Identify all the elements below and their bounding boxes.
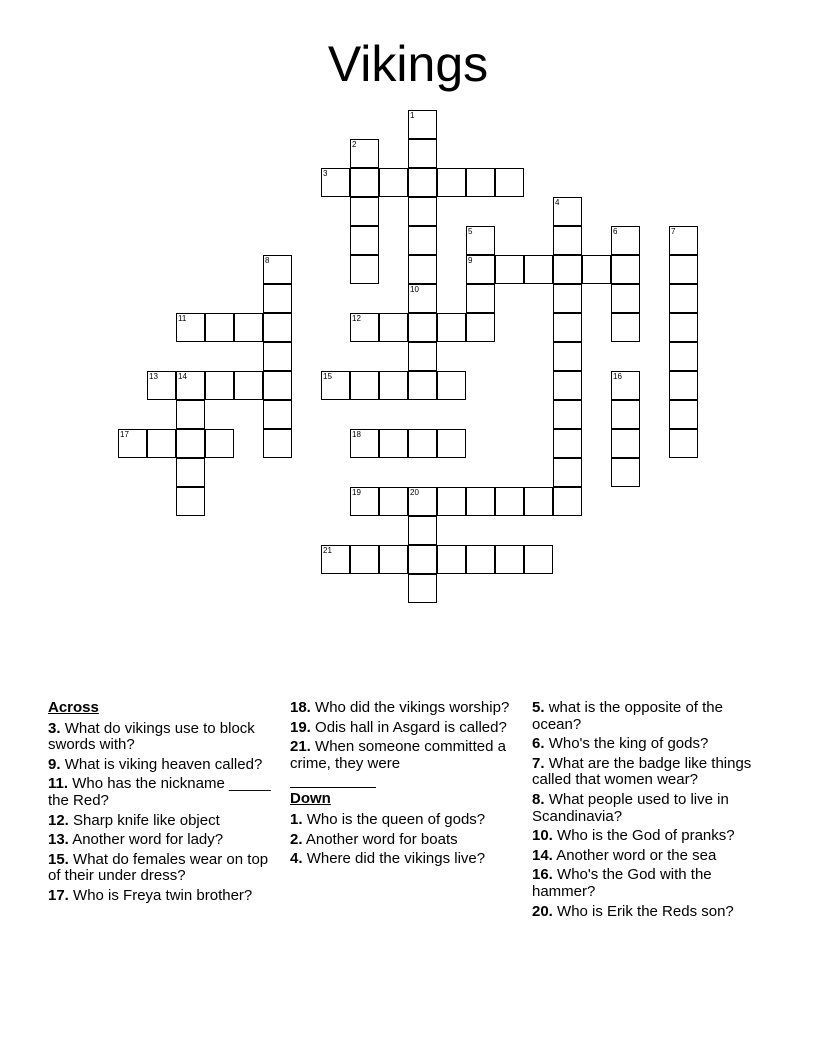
grid-cell[interactable] [205, 371, 234, 400]
grid-cell[interactable] [437, 313, 466, 342]
clue-item [532, 828, 762, 845]
clue-number: 5 [468, 227, 473, 236]
grid-cell[interactable] [234, 313, 263, 342]
grid-cell[interactable] [524, 487, 553, 516]
clue-item-number: 21. [290, 738, 311, 756]
grid-cell[interactable] [408, 197, 437, 226]
clue-item-number: 2. [290, 830, 303, 848]
clue-number: 8 [265, 256, 270, 265]
clue-item [48, 832, 278, 849]
across-heading: Across [48, 699, 99, 716]
grid-cell[interactable] [553, 342, 582, 371]
clue-item-text: Who's the king of gods? [548, 735, 709, 753]
grid-cell[interactable] [408, 110, 437, 139]
clue-item [290, 739, 520, 772]
clue-item-number: 17. [48, 886, 69, 904]
grid-cell[interactable] [350, 487, 379, 516]
clue-number: 10 [410, 285, 419, 294]
clues-column-2 [290, 700, 520, 871]
grid-cell[interactable] [495, 255, 524, 284]
grid-cell[interactable] [553, 226, 582, 255]
grid-cell[interactable] [263, 400, 292, 429]
clue-item-text: When someone committed a crime, they were [290, 738, 506, 772]
grid-cell[interactable] [466, 487, 495, 516]
clue-item [532, 848, 762, 865]
grid-cell[interactable] [350, 168, 379, 197]
grid-cell[interactable] [205, 313, 234, 342]
grid-cell[interactable] [553, 313, 582, 342]
grid-cell[interactable] [408, 429, 437, 458]
clue-item-number: 15. [48, 850, 69, 868]
grid-cell[interactable] [118, 429, 147, 458]
clue-item-number: 5. [532, 699, 545, 716]
clue-number: 1 [410, 111, 415, 120]
grid-cell[interactable] [379, 487, 408, 516]
grid-cell[interactable] [176, 313, 205, 342]
grid-cell[interactable] [379, 313, 408, 342]
grid-cell[interactable] [408, 545, 437, 574]
clue-item [290, 812, 520, 829]
clue-item-number: 6. [532, 735, 545, 753]
grid-cell[interactable] [263, 284, 292, 313]
clue-item-number: 3. [48, 719, 61, 737]
grid-cell[interactable] [611, 458, 640, 487]
grid-cell[interactable] [611, 371, 640, 400]
clue-number: 11 [178, 314, 187, 323]
clue-number: 21 [323, 546, 332, 555]
across-clue-list [48, 721, 278, 905]
clue-item-text: Another word for lady? [72, 831, 224, 849]
clue-item-text: What do vikings use to block swords with? [48, 719, 255, 754]
grid-cell[interactable] [263, 255, 292, 284]
clue-item-text: What do females wear on top of their under dress? [48, 850, 269, 885]
grid-cell[interactable] [350, 139, 379, 168]
grid-cell[interactable] [176, 371, 205, 400]
clue-item [290, 720, 520, 737]
grid-cell[interactable] [669, 371, 698, 400]
grid-cell[interactable] [553, 197, 582, 226]
grid-cell[interactable] [611, 429, 640, 458]
clue-item [532, 700, 762, 733]
grid-cell[interactable] [263, 371, 292, 400]
grid-cell[interactable] [582, 255, 611, 284]
grid-cell[interactable] [466, 545, 495, 574]
down-clue-list [290, 812, 520, 868]
grid-cell[interactable] [350, 226, 379, 255]
grid-cell[interactable] [263, 313, 292, 342]
grid-cell[interactable] [408, 255, 437, 284]
grid-cell[interactable] [553, 255, 582, 284]
grid-cell[interactable] [466, 284, 495, 313]
clue-item [48, 888, 278, 905]
clue-item-number: 19. [290, 718, 311, 736]
grid-cell[interactable] [408, 574, 437, 603]
clue-number: 7 [671, 227, 676, 236]
clue-number: 16 [613, 372, 622, 381]
clue-item-text: Where did the vikings live? [306, 850, 486, 868]
grid-cell[interactable] [350, 545, 379, 574]
grid-cell[interactable] [553, 458, 582, 487]
grid-cell[interactable] [437, 429, 466, 458]
grid-cell[interactable] [611, 226, 640, 255]
grid-cell[interactable] [553, 371, 582, 400]
clue-item [532, 792, 762, 825]
page-title: Vikings [327, 36, 489, 92]
clue-item [532, 867, 762, 900]
clue-number: 14 [178, 372, 187, 381]
clue-item-number: 1. [290, 810, 303, 828]
clue-item-text: What are the badge like things called that women wear? [532, 754, 752, 789]
grid-cell[interactable] [437, 168, 466, 197]
clue-item [532, 756, 762, 789]
clue-number: 2 [352, 140, 357, 149]
clue-item-number: 8. [532, 790, 545, 808]
grid-cell[interactable] [408, 168, 437, 197]
grid-cell[interactable] [350, 197, 379, 226]
grid-cell[interactable] [669, 284, 698, 313]
grid-cell[interactable] [379, 168, 408, 197]
clue-item [532, 904, 762, 921]
clue-number: 3 [323, 169, 328, 178]
grid-cell[interactable] [553, 284, 582, 313]
clue-item [48, 776, 278, 809]
clue-item-text: Who is Freya twin brother? [73, 886, 253, 904]
clue-item [290, 851, 520, 868]
grid-cell[interactable] [176, 429, 205, 458]
grid-cell[interactable] [466, 168, 495, 197]
clue-item-number: 7. [532, 754, 545, 772]
clue-item-number: 4. [290, 850, 303, 868]
clue-item-text: what is the opposite of the ocean? [532, 699, 723, 733]
grid-cell[interactable] [553, 429, 582, 458]
grid-cell[interactable] [524, 255, 553, 284]
clue-item-text: Another word for boats [305, 830, 458, 848]
clues-column-3 [532, 700, 762, 923]
grid-cell[interactable] [379, 545, 408, 574]
grid-cell[interactable] [611, 284, 640, 313]
grid-cell[interactable] [495, 487, 524, 516]
grid-cell[interactable] [669, 226, 698, 255]
grid-cell[interactable] [321, 545, 350, 574]
clue-item [290, 700, 520, 717]
grid-cell[interactable] [611, 400, 640, 429]
clue-number: 18 [352, 430, 361, 439]
down-heading: Down [290, 790, 331, 808]
clue-number: 17 [120, 430, 129, 439]
grid-cell[interactable] [408, 487, 437, 516]
grid-cell[interactable] [379, 429, 408, 458]
clue-item [290, 832, 520, 849]
clue-item [532, 736, 762, 753]
clue-item [48, 721, 278, 754]
clue-item [48, 813, 278, 830]
grid-cell[interactable] [408, 371, 437, 400]
clue-item-text: Sharp knife like object [73, 811, 220, 829]
grid-cell[interactable] [408, 516, 437, 545]
grid-cell[interactable] [350, 371, 379, 400]
clue-item-text: Who has the nickname _____ the Red? [48, 775, 271, 809]
grid-cell[interactable] [263, 429, 292, 458]
clue-item [48, 852, 278, 885]
clue-item-text: Who's the God with the hammer? [532, 866, 712, 900]
grid-cell[interactable] [437, 545, 466, 574]
grid-cell[interactable] [408, 226, 437, 255]
grid-cell[interactable] [553, 487, 582, 516]
clue-item-text: What people used to live in Scandinavia? [532, 790, 729, 825]
grid-cell[interactable] [176, 458, 205, 487]
clue-item-number: 14. [532, 846, 553, 864]
clue-number: 13 [149, 372, 158, 381]
clue-item-text: Odis hall in Asgard is called? [315, 718, 507, 736]
clue-item-number: 13. [48, 831, 69, 849]
grid-cell[interactable] [466, 313, 495, 342]
clue-item [48, 757, 278, 774]
grid-cell[interactable] [524, 545, 553, 574]
grid-cell[interactable] [611, 255, 640, 284]
clue-number: 9 [468, 256, 473, 265]
grid-cell[interactable] [234, 371, 263, 400]
clue-number: 4 [555, 198, 560, 207]
grid-cell[interactable] [553, 400, 582, 429]
grid-cell[interactable] [669, 313, 698, 342]
clue-number: 20 [410, 488, 419, 497]
grid-cell[interactable] [147, 371, 176, 400]
grid-cell[interactable] [669, 400, 698, 429]
clue-item-number: 18. [290, 699, 311, 716]
grid-cell[interactable] [408, 284, 437, 313]
clue-item-text: Who did the vikings worship? [315, 699, 510, 716]
grid-cell[interactable] [669, 255, 698, 284]
clue-item-number: 11. [48, 775, 69, 793]
grid-cell[interactable] [350, 429, 379, 458]
grid-cell[interactable] [495, 545, 524, 574]
across-clue-list-continued [290, 700, 520, 772]
grid-cell[interactable] [408, 139, 437, 168]
clue-number: 19 [352, 488, 361, 497]
grid-cell[interactable] [147, 429, 176, 458]
clues-column-1 [48, 700, 278, 908]
grid-cell[interactable] [176, 487, 205, 516]
grid-cell[interactable] [669, 429, 698, 458]
grid-cell[interactable] [466, 226, 495, 255]
clue-item-number: 16. [532, 866, 553, 884]
grid-cell[interactable] [408, 342, 437, 371]
clue-item-text: What is viking heaven called? [64, 755, 263, 773]
grid-cell[interactable] [263, 342, 292, 371]
clue-item-text: Another word or the sea [556, 846, 717, 864]
clue-item-number: 9. [48, 755, 61, 773]
answer-blank-line [290, 775, 376, 788]
clue-number: 12 [352, 314, 361, 323]
grid-cell[interactable] [205, 429, 234, 458]
grid-cell[interactable] [321, 168, 350, 197]
clue-item-number: 20. [532, 902, 553, 920]
grid-cell[interactable] [495, 168, 524, 197]
grid-cell[interactable] [321, 371, 350, 400]
grid-cell[interactable] [669, 342, 698, 371]
grid-cell[interactable] [350, 313, 379, 342]
grid-cell[interactable] [437, 487, 466, 516]
grid-cell[interactable] [611, 313, 640, 342]
grid-cell[interactable] [437, 371, 466, 400]
grid-cell[interactable] [350, 255, 379, 284]
grid-cell[interactable] [176, 400, 205, 429]
clue-item-number: 12. [48, 811, 69, 829]
clue-number: 6 [613, 227, 618, 236]
clue-item-text: Who is the queen of gods? [306, 810, 486, 828]
down-clue-list-continued [532, 700, 762, 920]
grid-cell[interactable] [379, 371, 408, 400]
grid-cell[interactable] [408, 313, 437, 342]
clue-item-text: Who is Erik the Reds son? [557, 902, 734, 920]
grid-cell[interactable] [466, 255, 495, 284]
clue-item-text: Who is the God of pranks? [557, 827, 735, 845]
clue-number: 15 [323, 372, 332, 381]
clue-item-number: 10. [532, 827, 553, 845]
